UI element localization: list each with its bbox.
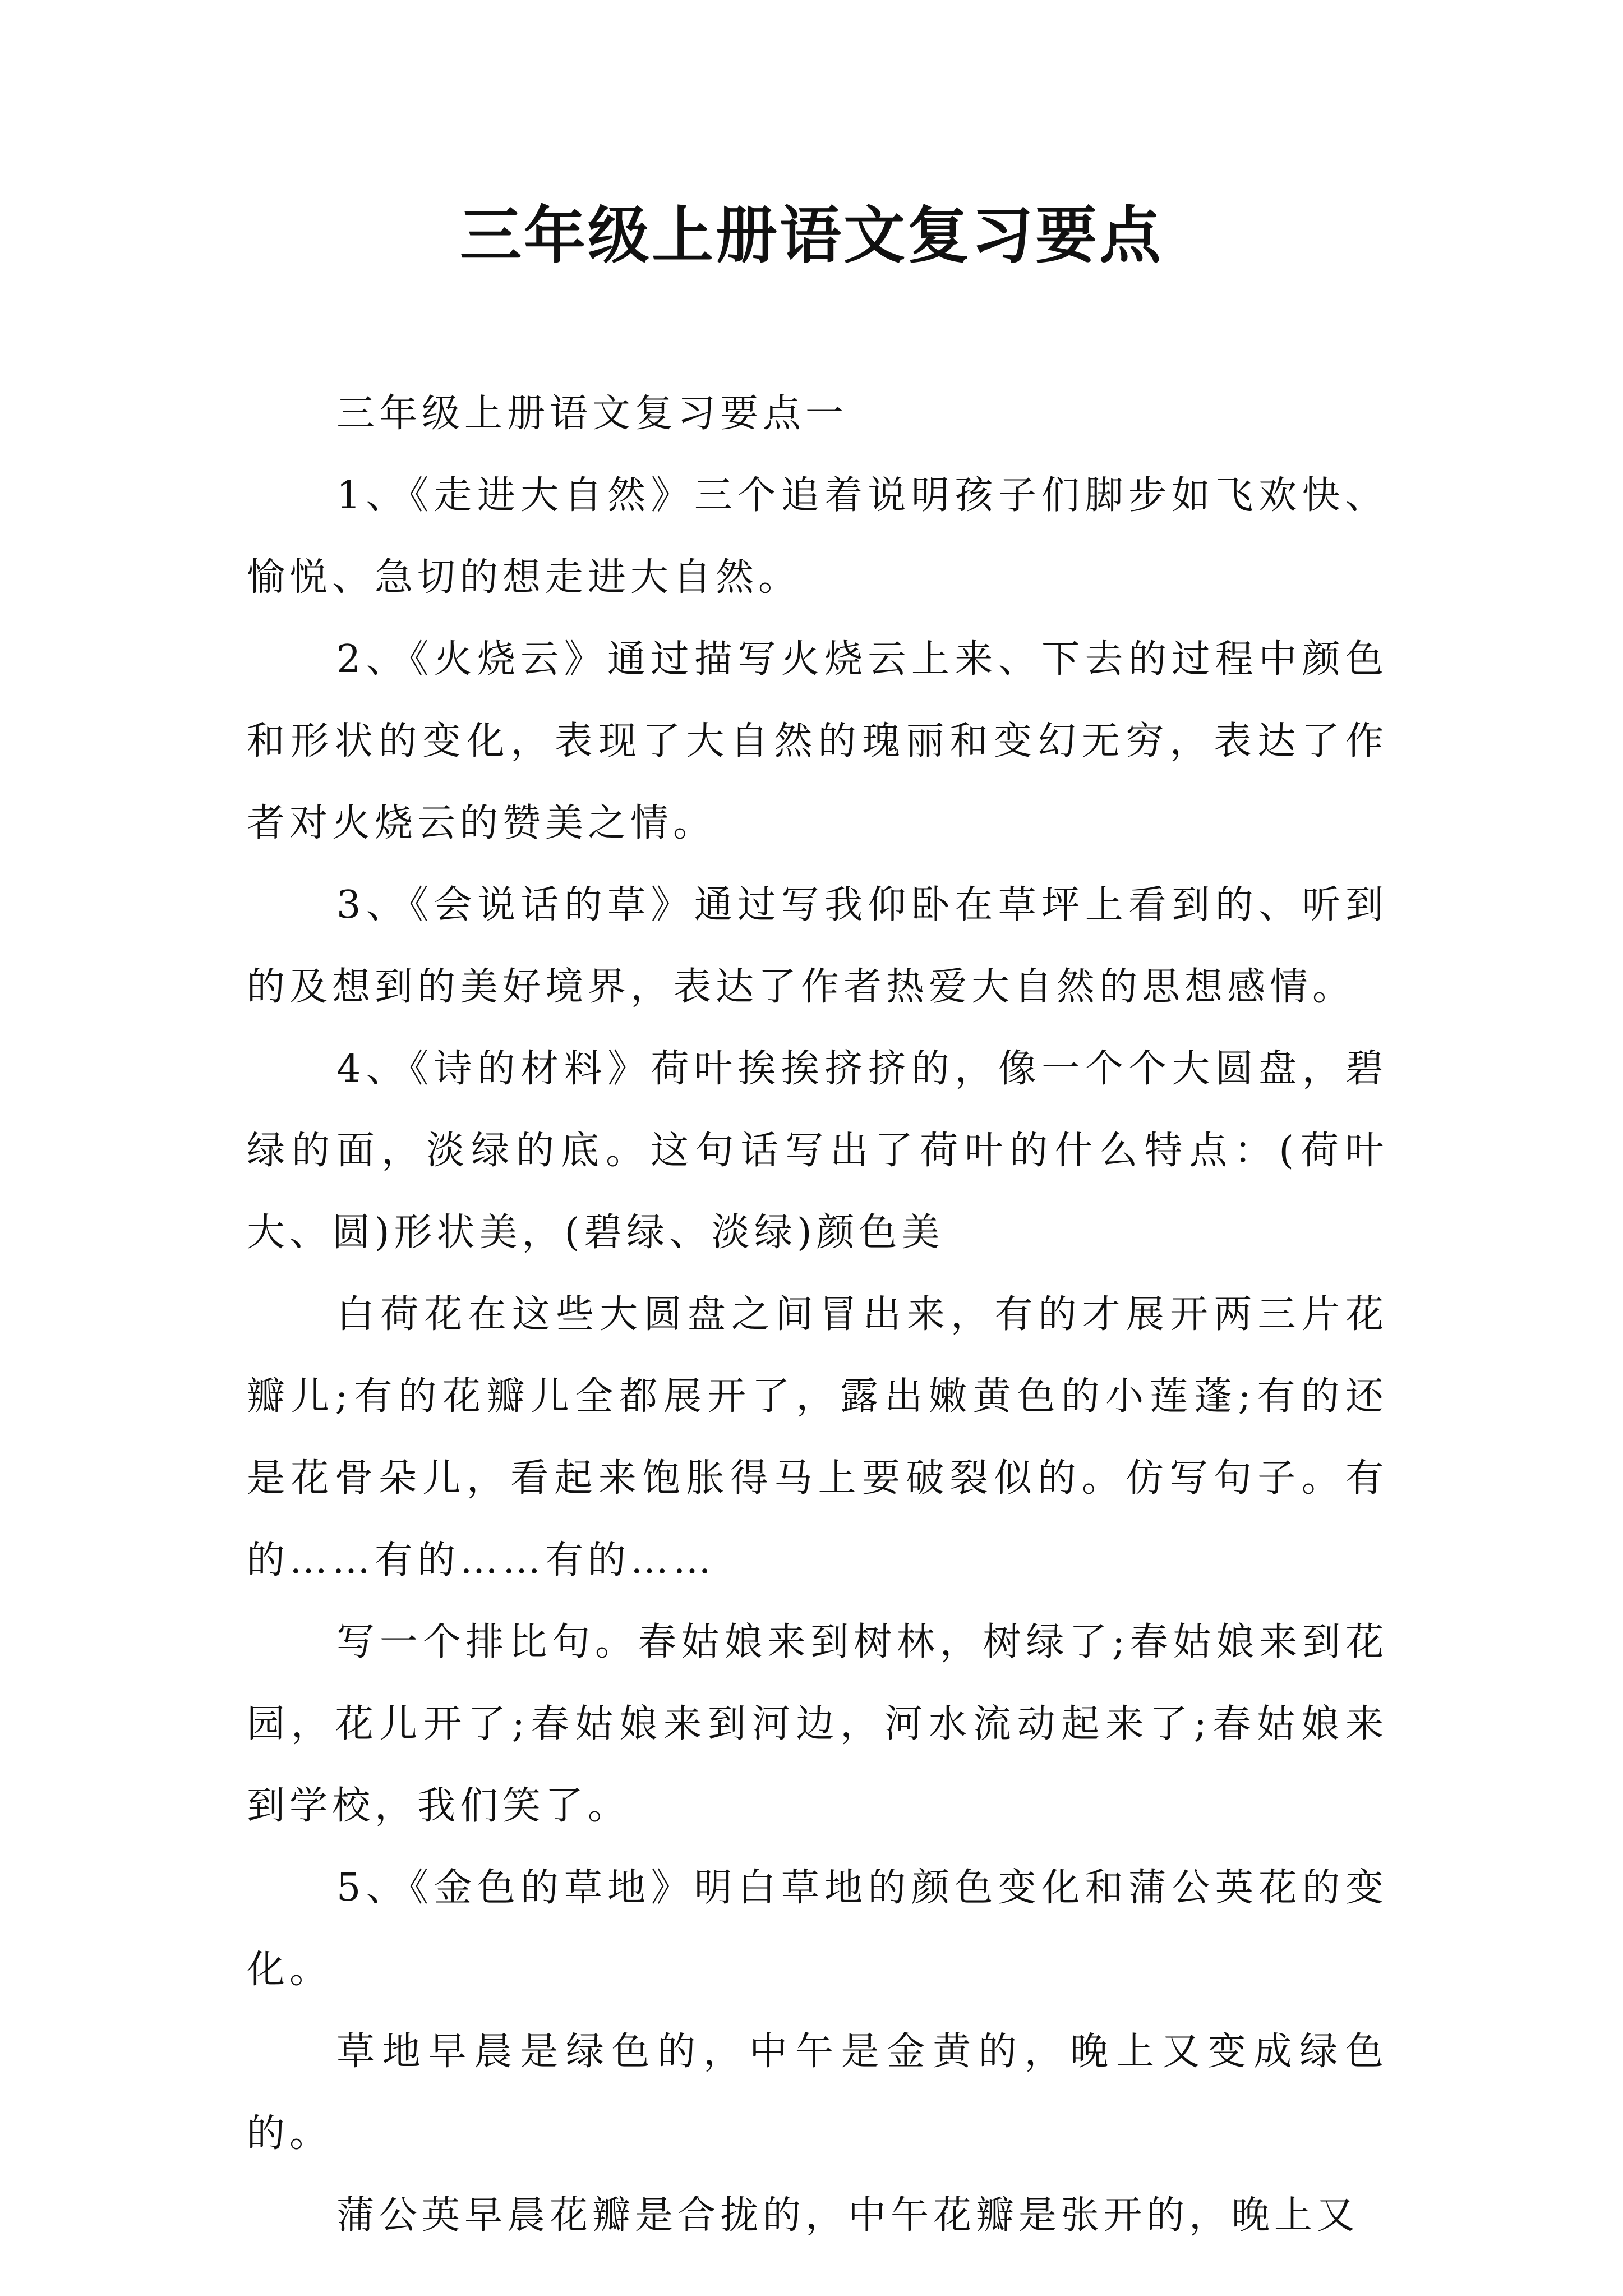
paragraph-parallelism-example: 写一个排比句。春姑娘来到树林，树绿了;春姑娘来到花园，花儿开了;春姑娘来到河边，河水流动起来了;春姑娘来到学校，我们笑了。 bbox=[247, 1620, 1388, 1828]
paragraph-item-2: 2、《火烧云》通过描写火烧云上来、下去的过程中颜色和形状的变化，表现了大自然的瑰丽和变幻无穷，表达了作者对火烧云的赞美之情。 bbox=[247, 637, 1388, 845]
paragraph-item-1: 1、《走进大自然》三个追着说明孩子们脚步如飞欢快、愉悦、急切的想走进大自然。 bbox=[247, 473, 1388, 600]
paragraph-lotus-description: 白荷花在这些大圆盘之间冒出来，有的才展开两三片花瓣儿;有的花瓣儿全都展开了，露出嫩黄色的小莲蓬;有的还是花骨朵儿，看起来饱胀得马上要破裂似的。仿写句子。有的……有的……有的…… bbox=[247, 1292, 1388, 1582]
paragraph-item-4: 4、《诗的材料》荷叶挨挨挤挤的，像一个个大圆盘，碧绿的面，淡绿的底。这句话写出了荷叶的什么特点：(荷叶大、圆)形状美，(碧绿、淡绿)颜色美 bbox=[247, 1047, 1388, 1255]
paragraph-dandelion-change: 蒲公英早晨花瓣是合拢的，中午花瓣是张开的，晚上又 bbox=[336, 2193, 1360, 2238]
document-body bbox=[247, 373, 1388, 2257]
paragraph-grass-color: 草地早晨是绿色的，中午是金黄的，晚上又变成绿色的。 bbox=[247, 2030, 1388, 2156]
document-title: 三年级上册语文复习要点 bbox=[460, 199, 1163, 272]
paragraph-item-3: 3、《会说话的草》通过写我仰卧在草坪上看到的、听到的及想到的美好境界，表达了作者热爱大自然的思想感情。 bbox=[247, 883, 1388, 1009]
paragraph-heading: 三年级上册语文复习要点一 bbox=[336, 392, 849, 436]
paragraph-item-5: 5、《金色的草地》明白草地的颜色变化和蒲公英花的变化。 bbox=[247, 1866, 1388, 1992]
